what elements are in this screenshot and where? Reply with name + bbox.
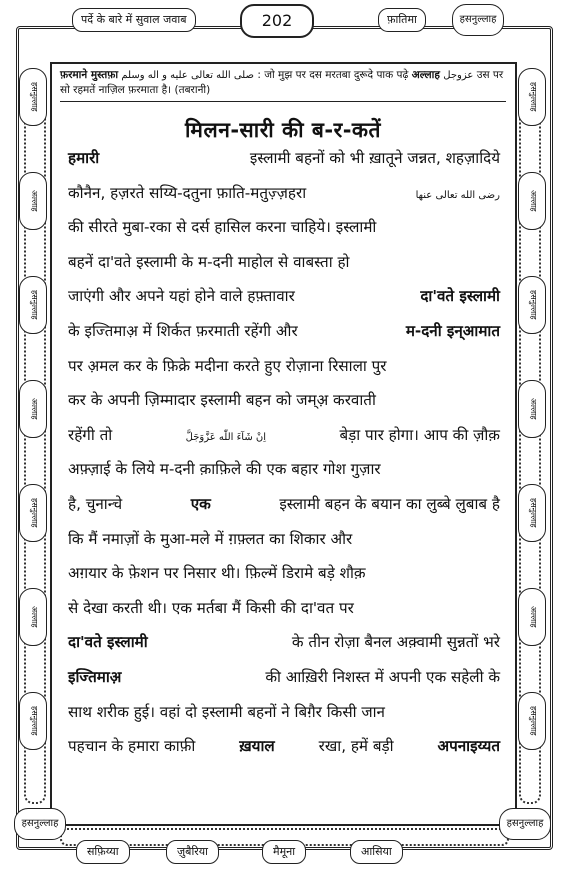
hadith-azza: عزوجل	[443, 70, 474, 81]
body-text-segment: पर अ़मल कर के फ़िक्रे मदीना करते हुए रोज़ाना रिसाला पुर	[68, 356, 387, 375]
body-line	[68, 286, 500, 321]
body-text-segment: कर के अपनी ज़िम्मादार इस्लामी बहन को जम्अ़ करवाती	[68, 391, 376, 410]
body-line	[68, 459, 500, 494]
left-medallion: हसनुल्लाह	[19, 276, 47, 334]
left-medallion: अल्लाह	[19, 588, 47, 646]
body-text-segment: एक	[190, 494, 211, 513]
body-line	[68, 529, 500, 564]
body-text-segment: अग़यार के फ़ेशन पर निसार थी। फ़िल्में डिरामे बड़े शौक़	[68, 564, 366, 583]
body-text-segment: की सीरते मुबा-रका से दर्स हासिल करना चाहिये। इस्लामी	[68, 218, 377, 237]
body-text-segment: बहनें दा'वते इस्लामी के म-दनी माहोल से वाबस्ता हो	[68, 252, 350, 271]
body-text-segment: है, चुनान्चे	[68, 494, 123, 513]
body-line	[68, 702, 500, 737]
body-text-segment: इस्लामी बहनों को भी ख़ातूने जन्नत, शहज़ादिये	[249, 149, 500, 167]
body-line	[68, 321, 500, 356]
right-medallion: अल्लाह	[518, 172, 546, 230]
body-text-segment: दा'वते इस्लामी	[68, 633, 148, 652]
body-text-segment: अपनाइय्यत	[437, 737, 500, 756]
left-medallion: हसनुल्लाह	[19, 692, 47, 750]
right-medallion: हसनुल्लाह	[518, 484, 546, 542]
body-text-segment: साथ शरीक हुई। वहां दो इस्लामी बहनों ने बिग़ैर किसी जान	[68, 702, 385, 721]
body-text-segment: पहचान के हमारा काफ़ी	[68, 737, 196, 756]
footer-tab-zubairiya: ज़ुबैरिया	[166, 840, 219, 864]
right-medallion: हसनुल्लाह	[518, 692, 546, 750]
body-text-segment: की आख़िरी निशस्त में अपनी एक सहेली के	[265, 667, 500, 686]
hadith-allah: अल्लाह	[411, 69, 440, 81]
body-line	[68, 667, 500, 702]
hadith-label: फ़रमाने मुस्तफ़ा	[60, 69, 119, 81]
hadith-text-a: : जो मुझ पर दस मरतबा दुरूदे पाक पढ़े	[257, 69, 409, 81]
body-line	[68, 356, 500, 391]
body-text-segment: जाएंगी और अपने यहां होने वाले हफ़्तावार	[68, 287, 295, 306]
header-section-name: फ़ातिमा	[378, 8, 426, 32]
hadith-banner	[60, 68, 506, 102]
left-medallion: हसनुल्लाह	[19, 68, 47, 126]
body-line	[68, 183, 500, 218]
footer-tab-maimuna: मैमूना	[262, 840, 306, 864]
page-number: 202	[240, 4, 314, 38]
section-title: मिलन-सारी की ब-र-कतें	[184, 118, 382, 142]
body-text-segment: अफ़्ज़ाई के लिये म-दनी क़ाफ़िले की एक बहार गोश गुज़ार	[68, 460, 381, 479]
body-line	[68, 736, 500, 771]
right-medallion: अल्लाह	[518, 588, 546, 646]
body-line	[68, 563, 500, 598]
top-right-seal: हसनुल्लाह	[452, 4, 504, 36]
right-medallion: हसनुल्लाह	[518, 276, 546, 334]
body-text-segment: कि मैं नमाज़ों के मुआ-मले में ग़फ़्लत का शिकार और	[68, 529, 353, 548]
body-text-segment: के इज्तिमाअ़ में शिर्कत फ़रमाती रहेंगी और	[68, 321, 298, 340]
header-book-title: पर्दे के बारे में सुवाल जवाब	[72, 8, 196, 32]
hadith-source: (तबरानी)	[174, 84, 211, 96]
body-text-segment: इज्तिमाअ़	[68, 667, 122, 686]
arabic-phrase: اِنْ شَآءَ اللّٰه عَزَّوَجَلَّ	[185, 431, 267, 443]
body-text-segment: रहेंगी तो	[68, 425, 113, 444]
body-line	[68, 390, 500, 425]
body-text-segment: रखा, हमें बड़ी	[318, 737, 394, 756]
body-line	[68, 217, 500, 252]
left-medallion: अल्लाह	[19, 172, 47, 230]
left-medallion: हसनुल्लाह	[19, 484, 47, 542]
body-line	[68, 598, 500, 633]
left-medallion: अल्लाह	[19, 380, 47, 438]
body-text-segment: इस्लामी बहन के बयान का लुब्बे लुबाब है	[279, 494, 500, 513]
hadith-salutation: صلى الله تعالى عليه و اله وسلم	[121, 70, 254, 81]
body-line	[68, 252, 500, 287]
arabic-phrase: رضى الله تعالى عنها	[415, 189, 500, 201]
right-medallion: हसनुल्लाह	[518, 68, 546, 126]
hadith-text-b: उस पर सो रहमतें नाज़िल फ़रमाता है।	[60, 69, 504, 96]
body-line	[68, 632, 500, 667]
body-text-segment: से देखा करती थी। एक मर्तबा मैं किसी की दा'वत पर	[68, 598, 354, 617]
body-text-segment: कौनैन, हज़रते सय्यि-दतुना फ़ाति-मतुज़्ज़हरा	[68, 183, 307, 202]
body-text-segment: हमारी	[68, 149, 100, 167]
body-text-segment: दा'वते इस्लामी	[420, 287, 500, 306]
body-text	[68, 148, 500, 771]
body-text-segment: के तीन रोज़ा बैनल अक़्वामी सुन्नतों भरे	[291, 633, 500, 652]
footer-tab-asiya: आसिया	[350, 840, 403, 864]
body-line	[68, 494, 500, 529]
body-line	[68, 425, 500, 460]
body-line	[68, 148, 500, 183]
bottom-right-seal: हसनुल्लाह	[499, 808, 551, 840]
bottom-left-seal: हसनुल्लाह	[14, 808, 66, 840]
footer-tab-safiyya: सफ़िय्या	[76, 840, 130, 864]
body-text-segment: ख़याल	[239, 737, 275, 756]
body-text-segment: म-दनी इन्आमात	[405, 321, 500, 340]
right-medallion: अल्लाह	[518, 380, 546, 438]
body-text-segment: बेड़ा पार होगा। आप की ज़ौक़	[339, 425, 500, 444]
